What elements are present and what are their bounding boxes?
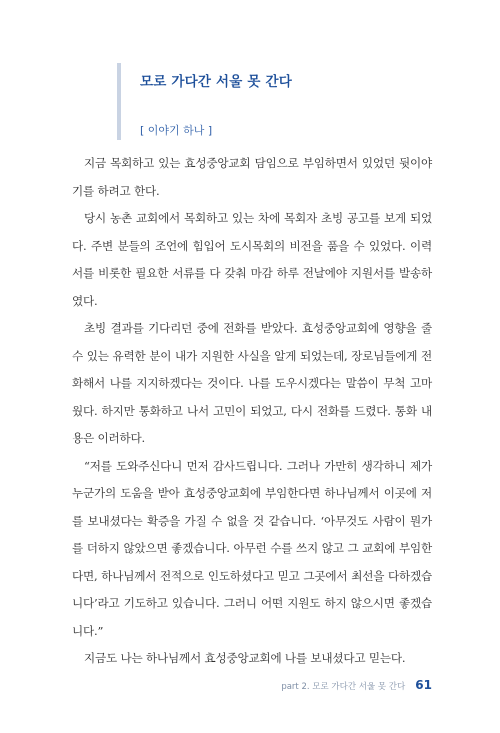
chapter-title: 모로 가다간 서울 못 간다 [140,74,293,90]
paragraph: 지금도 나는 하나님께서 효성중앙교회에 나를 보내셨다고 믿는다. [84,651,406,665]
paragraph: 당시 농촌 교회에서 목회하고 있는 차에 목회자 초빙 공고를 보게 되었다. 주변 분들의 조언에 힘입어 도시목회의 비전을 품을 수 있었다. 이력서를 비롯한 필요한 서류를 다 갖춰 마감 하루 전날에야 지원서를 발송하였다. [72,211,432,308]
title-accent-bar [117,63,121,140]
page-footer [281,674,432,693]
paragraph: “저를 도와주신다니 먼저 감사드립니다. 그러나 가만히 생각하니 제가 누군가의 도움을 받아 효성중앙교회에 부임한다면 하나님께서 이곳에 저를 보내셨다는 확증을 가질 수 없을 것 같습니다. ‘아무것도 사람이 뭔가를 더하지 않았으면 좋겠습니다. 아무런 수를 쓰지 않고 그 교회에 부임한다면, 하나님께서 전적으로 인도하셨다고 믿고 그곳에서 최선을 다하겠습니다’라고 기도하고 있습니다. 그러니 어떤 지원도 하지 않으시면 좋겠습니다.” [72,458,432,638]
body-text [72,150,432,673]
page-number: 61 [415,678,432,692]
running-title: part 2. 모로 가다간 서울 못 간다 [281,682,406,692]
section-label: [ 이야기 하나 ] [140,124,213,137]
paragraph: 초빙 결과를 기다리던 중에 전화를 받았다. 효성중앙교회에 영향을 줄 수 있는 유력한 분이 내가 지원한 사실을 알게 되었는데, 장로님들에게 전화해서 나를 지지하겠다는 것이다. 나를 도우시겠다는 말씀이 무척 고마웠다. 하지만 통화하고 나서 고민이 되었고, 다시 전화를 드렸다. 통화 내용은 이러하다. [72,321,432,445]
paragraph: 지금 목회하고 있는 효성중앙교회 담임으로 부임하면서 있었던 뒷이야기를 하려고 한다. [72,156,432,198]
